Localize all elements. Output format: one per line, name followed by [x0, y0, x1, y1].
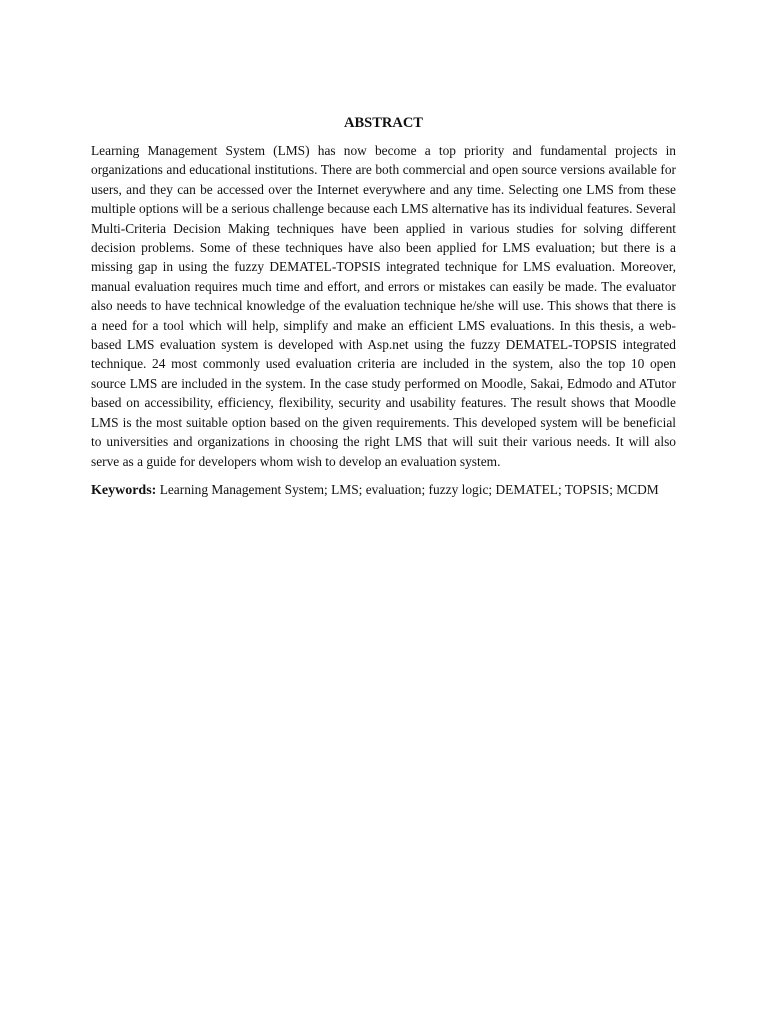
abstract-paragraph: Learning Management System (LMS) has now become a top priority and fundamental projects in organizations and educational institutions. There are both commercial and open source versions available for users, and they can be accessed over the Internet everywhere and any time. Selecting one LMS from these multiple options will be a serious challenge because each LMS alternative has its individual features. Several Multi-Criteria Decision Making techniques have been applied in various studies for solving different decision problems. Some of these techniques have also been applied for LMS evaluation; but there is a missing gap in using the fuzzy DEMATEL-TOPSIS integrated technique for LMS evaluation. Moreover, manual evaluation requires much time and effort, and errors or mistakes can easily be made. The evaluator also needs to have technical knowledge of the evaluation technique he/she will use. This shows that there is a need for a tool which will help, simplify and make an efficient LMS evaluations. In this thesis, a web-based LMS evaluation system is developed with Asp.net using the fuzzy DEMATEL-TOPSIS integrated technique. 24 most commonly used evaluation criteria are included in the system, also the top 10 open source LMS are included in the system. In the case study performed on Moodle, Sakai, Edmodo and ATutor based on accessibility, efficiency, flexibility, security and usability features. The result shows that Moodle LMS is the most suitable option based on the given requirements. This developed system will be beneficial to universities and organizations in choosing the right LMS that will suit their various needs. It will also serve as a guide for developers whom wish to develop an evaluation system.: [91, 143, 676, 469]
keywords-label: Keywords:: [91, 482, 157, 498]
keywords-line: [91, 480, 676, 500]
abstract-page: [91, 113, 676, 500]
page-title: ABSTRACT: [344, 115, 423, 131]
keywords-list: Learning Management System; LMS; evaluation; fuzzy logic; DEMATEL; TOPSIS; MCDM: [159, 481, 659, 497]
